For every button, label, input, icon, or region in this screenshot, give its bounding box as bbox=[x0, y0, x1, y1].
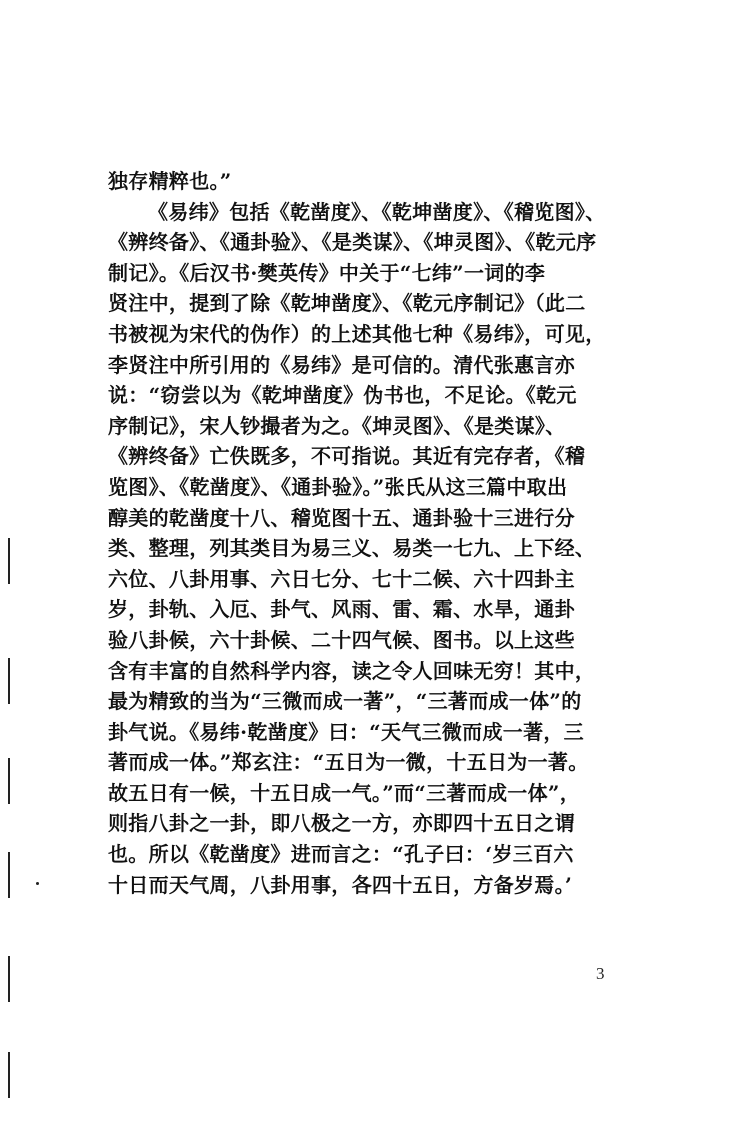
text-line: 制记》。《后汉书·樊英传》中关于“七纬”一词的李 bbox=[108, 260, 546, 285]
scan-edge-mark bbox=[8, 1052, 10, 1098]
text-line: 书被视为宋代的伪作）的上述其他七种《易纬》，可见， bbox=[108, 321, 606, 346]
text-line: 含有丰富的自然科学内容，读之令人回味无穷！其中， bbox=[108, 658, 596, 683]
text-line: 《辨终备》亡佚既多，不可指说。其近有完存者，《稽 bbox=[108, 444, 586, 469]
scan-speck bbox=[36, 882, 39, 885]
text-line: 验八卦候，六十卦候、二十四气候、图书。以上这些 bbox=[108, 627, 575, 652]
text-line: 《辨终备》、《通卦验》、《是类谋》、《坤灵图》、《乾元序 bbox=[108, 230, 597, 255]
text-line: 览图》、《乾凿度》、《通卦验》。”张氏从这三篇中取出 bbox=[108, 474, 568, 499]
scan-edge-mark bbox=[8, 852, 10, 898]
body-text bbox=[108, 166, 638, 900]
text-line: 最为精致的当为“三微而成一著”，“三著而成一体”的 bbox=[108, 689, 582, 714]
text-line: 十日而天气周，八卦用事，各四十五日，方备岁焉。’ bbox=[108, 872, 573, 897]
scan-edge-mark bbox=[8, 538, 10, 584]
text-line: 序制记》，宋人钞撮者为之。《坤灵图》、《是类谋》、 bbox=[108, 413, 566, 438]
page-number: 3 bbox=[596, 964, 605, 983]
text-line: 则指八卦之一卦，即八极之一方，亦即四十五日之谓 bbox=[108, 811, 575, 836]
scan-edge-mark bbox=[8, 658, 10, 704]
text-line: 说：“窃尝以为《乾坤凿度》伪书也，不足论。《乾元 bbox=[108, 383, 577, 408]
text-line: 《易纬》包括《乾凿度》、《乾坤凿度》、《稽览图》、 bbox=[148, 199, 606, 224]
text-line: 也。所以《乾凿度》进而言之：“孔子曰：‘岁三百六 bbox=[108, 842, 574, 867]
text-line: 岁，卦轨、入厄、卦气、风雨、雷、霜、水旱，通卦 bbox=[108, 597, 575, 622]
text-line: 六位、八卦用事、六日七分、七十二候、六十四卦主 bbox=[108, 566, 575, 591]
text-line: 醇美的乾凿度十八、稽览图十五、通卦验十三进行分 bbox=[108, 505, 575, 530]
text-line: 故五日有一候，十五日成一气。”而“三著而成一体”， bbox=[108, 780, 581, 805]
text-line: 独存精粹也。” bbox=[108, 169, 232, 193]
text-line: 类、整理，列其类目为易三义、易类一七九、上下经、 bbox=[108, 536, 596, 561]
scan-edge-mark bbox=[8, 956, 10, 1002]
text-line: 著而成一体。”郑玄注：“五日为一微，十五日为一著。 bbox=[108, 750, 589, 775]
text-line: 贤注中，提到了除《乾坤凿度》、《乾元序制记》（此二 bbox=[108, 291, 586, 316]
scan-edge-mark bbox=[8, 758, 10, 804]
text-line: 李贤注中所引用的《易纬》是可信的。清代张惠言亦 bbox=[108, 352, 575, 377]
text-line: 卦气说。《易纬·乾凿度》曰：“天气三微而成一著，三 bbox=[108, 719, 584, 744]
